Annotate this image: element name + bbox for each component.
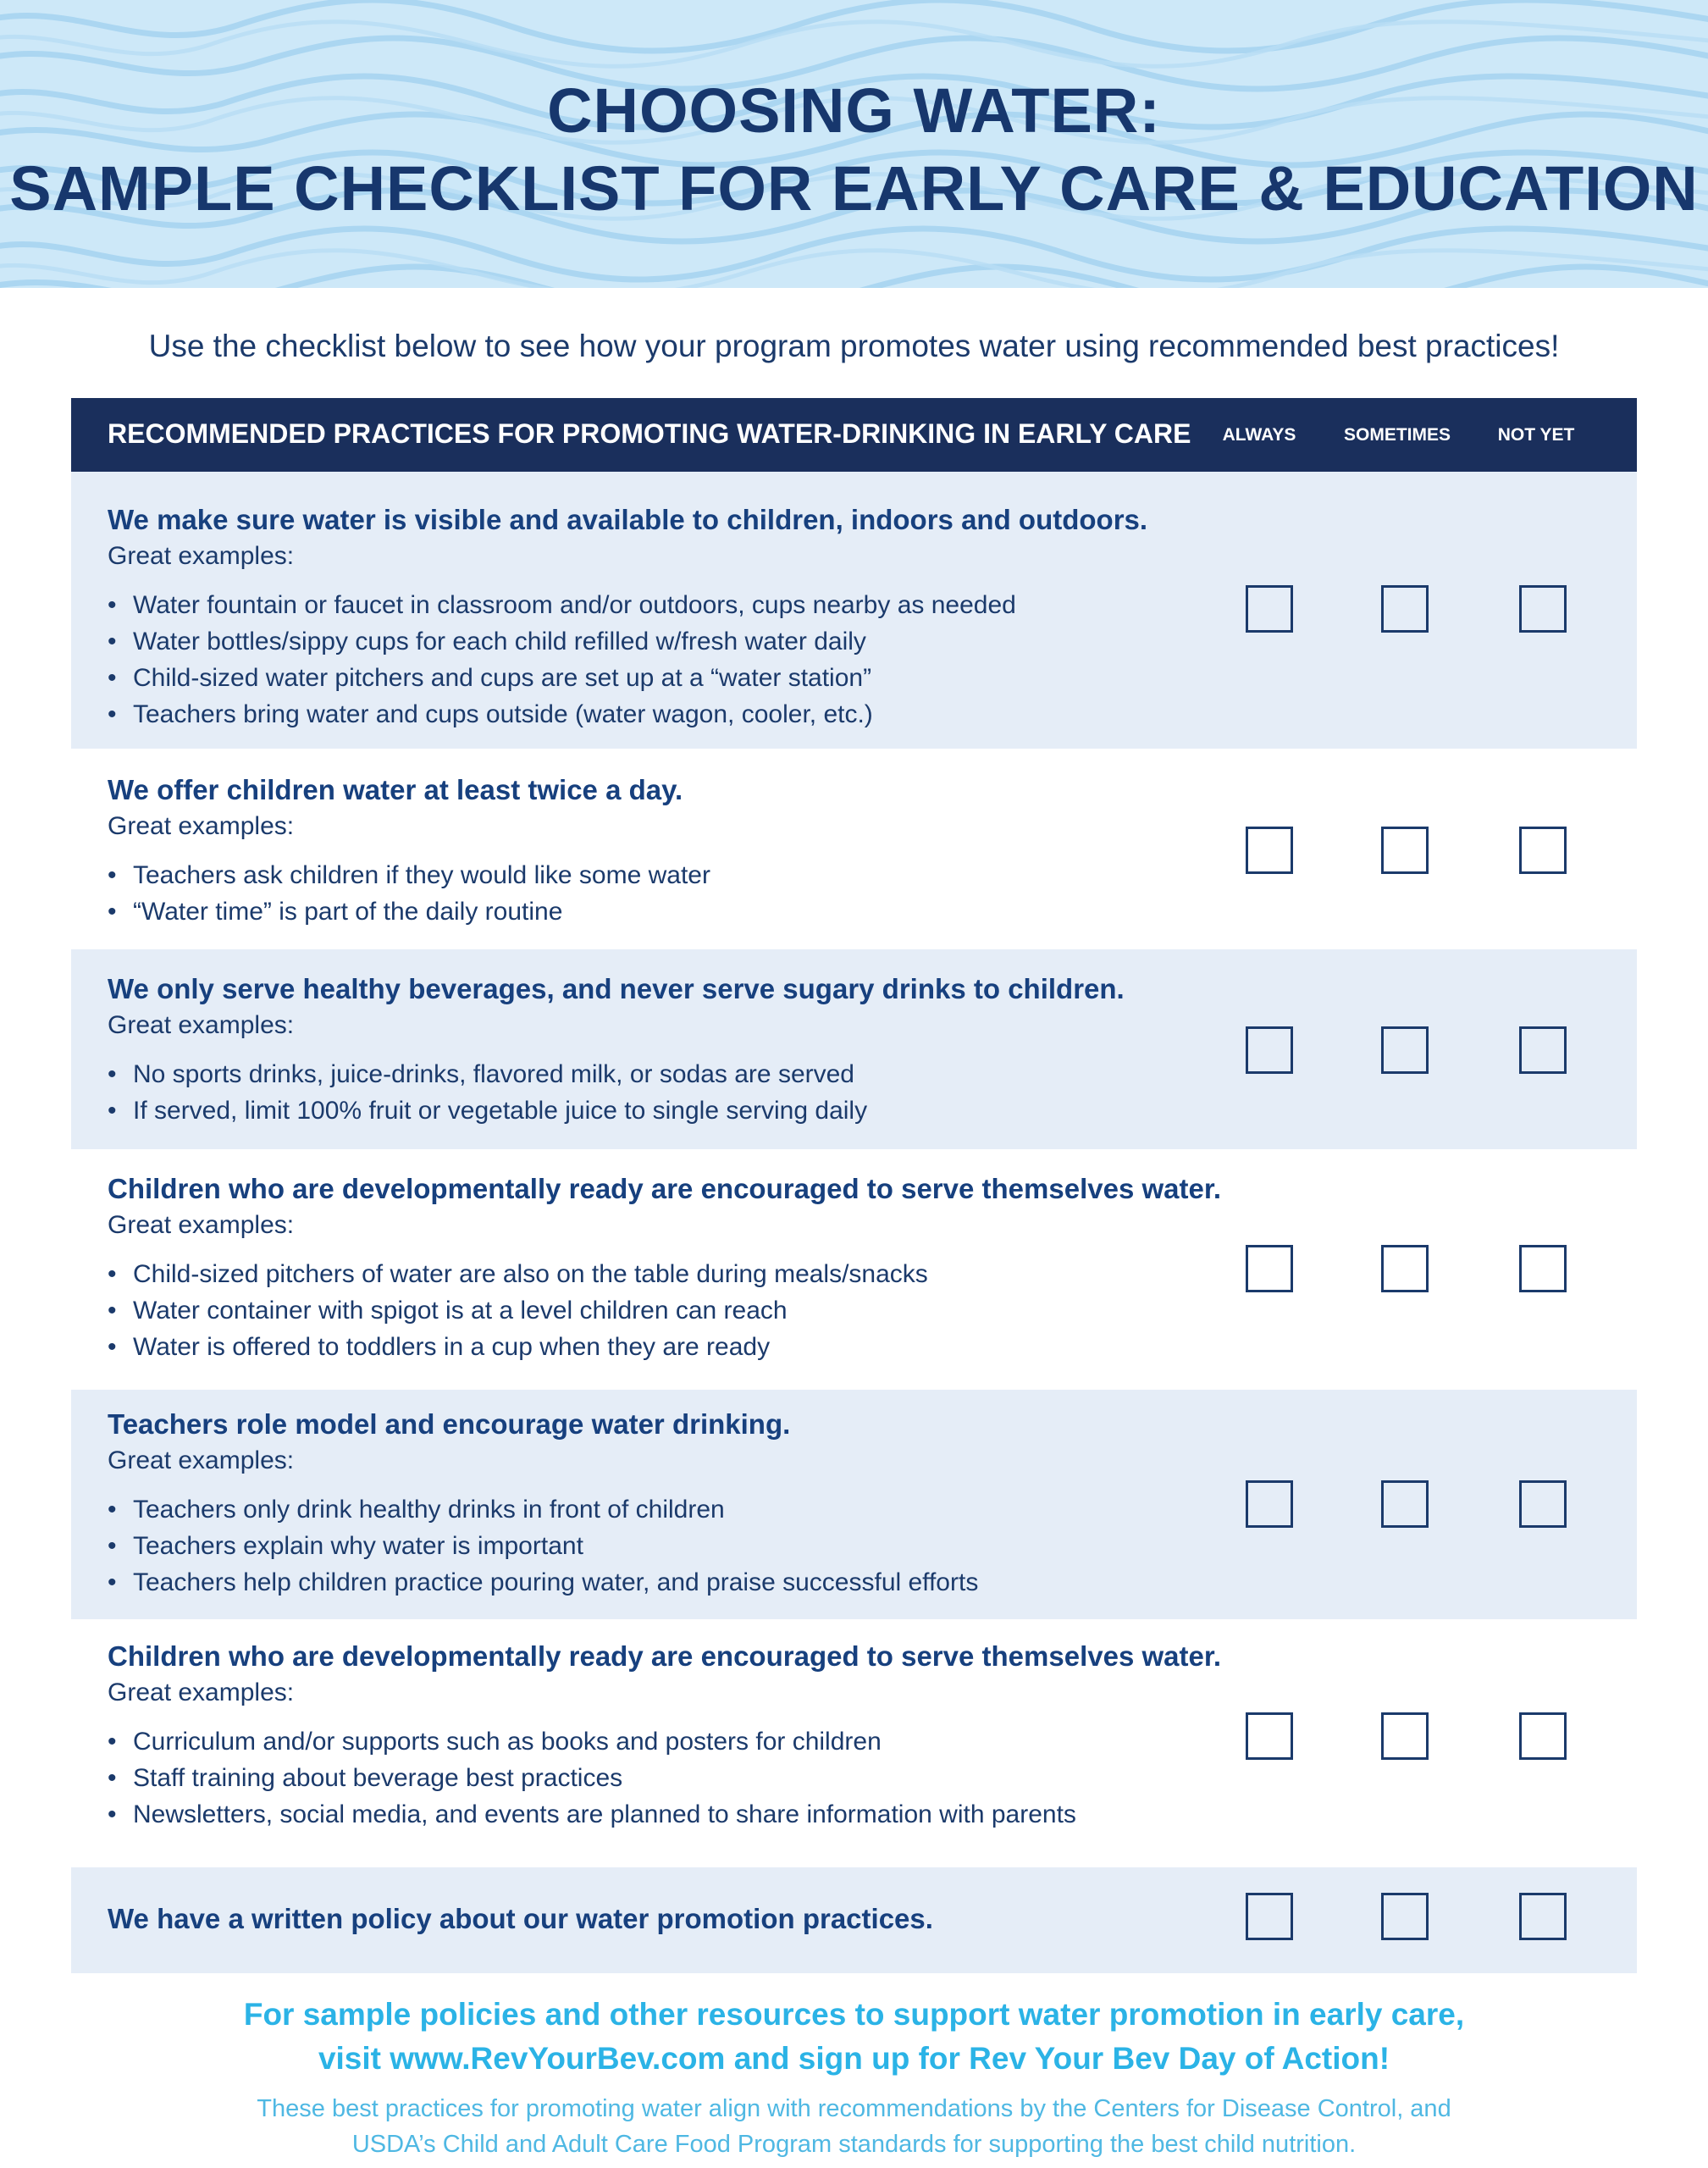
sometimes-checkbox[interactable] — [1381, 1893, 1429, 1940]
not-yet-checkbox[interactable] — [1519, 1893, 1567, 1940]
row-subheading: Great examples: — [108, 542, 295, 570]
always-checkbox[interactable] — [1246, 1026, 1293, 1074]
not-yet-checkbox[interactable] — [1519, 1026, 1567, 1074]
list-item: • Water is offered to toddlers in a cup when they are ready — [108, 1329, 928, 1365]
row-subheading: Great examples: — [108, 1446, 295, 1474]
example-list — [108, 1723, 1076, 1833]
sometimes-checkbox[interactable] — [1381, 1026, 1429, 1074]
table-row — [71, 1619, 1637, 1867]
list-item: • Child-sized water pitchers and cups are set up at a “water station” — [108, 660, 1016, 696]
checklist-table — [71, 398, 1637, 1973]
example-list — [108, 857, 710, 930]
example-list — [108, 1056, 867, 1129]
intro-text: Use the checklist below to see how your program promotes water using recommended best practices! — [148, 329, 1560, 363]
row-subheading: Great examples: — [108, 1211, 295, 1239]
page-title-line1: CHOOSING WATER: — [547, 75, 1161, 146]
list-item: • Teachers help children practice pouring water, and praise successful efforts — [108, 1564, 978, 1601]
always-checkbox[interactable] — [1246, 1893, 1293, 1940]
list-item: • “Water time” is part of the daily routine — [108, 893, 710, 930]
row-heading: We make sure water is visible and available to children, indoors and outdoors. — [108, 504, 1148, 535]
row-subheading: Great examples: — [108, 1011, 295, 1039]
header-banner — [0, 0, 1708, 288]
list-item: • Water bottles/sippy cups for each child refilled w/fresh water daily — [108, 623, 1016, 660]
row-subheading: Great examples: — [108, 812, 295, 840]
row-heading: Teachers role model and encourage water drinking. — [108, 1408, 791, 1440]
table-row — [71, 1867, 1637, 1973]
sometimes-checkbox[interactable] — [1381, 1480, 1429, 1528]
list-item: • If served, limit 100% fruit or vegetable juice to single serving daily — [108, 1092, 867, 1129]
row-subheading: Great examples: — [108, 1679, 295, 1706]
list-item: • Water container with spigot is at a level children can reach — [108, 1292, 928, 1329]
footnote-line1: These best practices for promoting water align with recommendations by the Centers for Disease Control, and — [257, 2095, 1451, 2122]
always-column-header: ALWAYS — [1222, 425, 1296, 445]
table-header — [71, 398, 1637, 472]
always-checkbox[interactable] — [1246, 1245, 1293, 1292]
table-row — [71, 472, 1637, 749]
list-item: • No sports drinks, juice-drinks, flavored milk, or sodas are served — [108, 1056, 867, 1092]
cta-line1: For sample policies and other resources to support water promotion in early care, — [243, 1997, 1465, 2032]
example-list — [108, 1491, 978, 1601]
list-item: • Staff training about beverage best practices — [108, 1760, 1076, 1796]
list-item: • Newsletters, social media, and events are planned to share information with parents — [108, 1796, 1076, 1833]
not-yet-checkbox[interactable] — [1519, 827, 1567, 874]
not-yet-column-header: NOT YET — [1497, 425, 1575, 445]
not-yet-checkbox[interactable] — [1519, 1480, 1567, 1528]
page-title-line2: SAMPLE CHECKLIST FOR EARLY CARE & EDUCATION — [9, 153, 1699, 224]
footnote-line2: USDA’s Child and Adult Care Food Program standards for supporting the best child nutrition. — [351, 2131, 1357, 2158]
example-list — [108, 1256, 928, 1365]
list-item: • Child-sized pitchers of water are also on the table during meals/snacks — [108, 1256, 928, 1292]
not-yet-checkbox[interactable] — [1519, 585, 1567, 633]
row-heading: We offer children water at least twice a day. — [108, 774, 683, 805]
table-row — [71, 749, 1637, 949]
sometimes-checkbox[interactable] — [1381, 1712, 1429, 1760]
sometimes-column-header: SOMETIMES — [1343, 425, 1451, 445]
row-heading: We only serve healthy beverages, and never serve sugary drinks to children. — [108, 973, 1125, 1004]
list-item: • Water fountain or faucet in classroom and/or outdoors, cups nearby as needed — [108, 587, 1016, 623]
always-checkbox[interactable] — [1246, 1712, 1293, 1760]
always-checkbox[interactable] — [1246, 1480, 1293, 1528]
always-checkbox[interactable] — [1246, 827, 1293, 874]
sometimes-checkbox[interactable] — [1381, 827, 1429, 874]
list-item: • Teachers bring water and cups outside (water wagon, cooler, etc.) — [108, 696, 1016, 733]
table-row — [71, 1149, 1637, 1390]
not-yet-checkbox[interactable] — [1519, 1712, 1567, 1760]
example-list — [108, 587, 1016, 733]
sometimes-checkbox[interactable] — [1381, 585, 1429, 633]
list-item: • Teachers ask children if they would like some water — [108, 857, 710, 893]
list-item: • Curriculum and/or supports such as books and posters for children — [108, 1723, 1076, 1760]
not-yet-checkbox[interactable] — [1519, 1245, 1567, 1292]
always-checkbox[interactable] — [1246, 585, 1293, 633]
table-row — [71, 949, 1637, 1149]
row-heading: Children who are developmentally ready are encouraged to serve themselves water. — [108, 1173, 1222, 1204]
table-row — [71, 1390, 1637, 1619]
list-item: • Teachers explain why water is important — [108, 1528, 978, 1564]
practices-column-header: RECOMMENDED PRACTICES FOR PROMOTING WATER-DRINKING IN EARLY CARE — [108, 418, 1191, 449]
list-item: • Teachers only drink healthy drinks in front of children — [108, 1491, 978, 1528]
cta-line2: visit www.RevYourBev.com and sign up for Rev Your Bev Day of Action! — [318, 2041, 1390, 2076]
row-heading: Children who are developmentally ready are encouraged to serve themselves water. — [108, 1640, 1222, 1672]
row-heading: We have a written policy about our water promotion practices. — [108, 1903, 933, 1934]
sometimes-checkbox[interactable] — [1381, 1245, 1429, 1292]
